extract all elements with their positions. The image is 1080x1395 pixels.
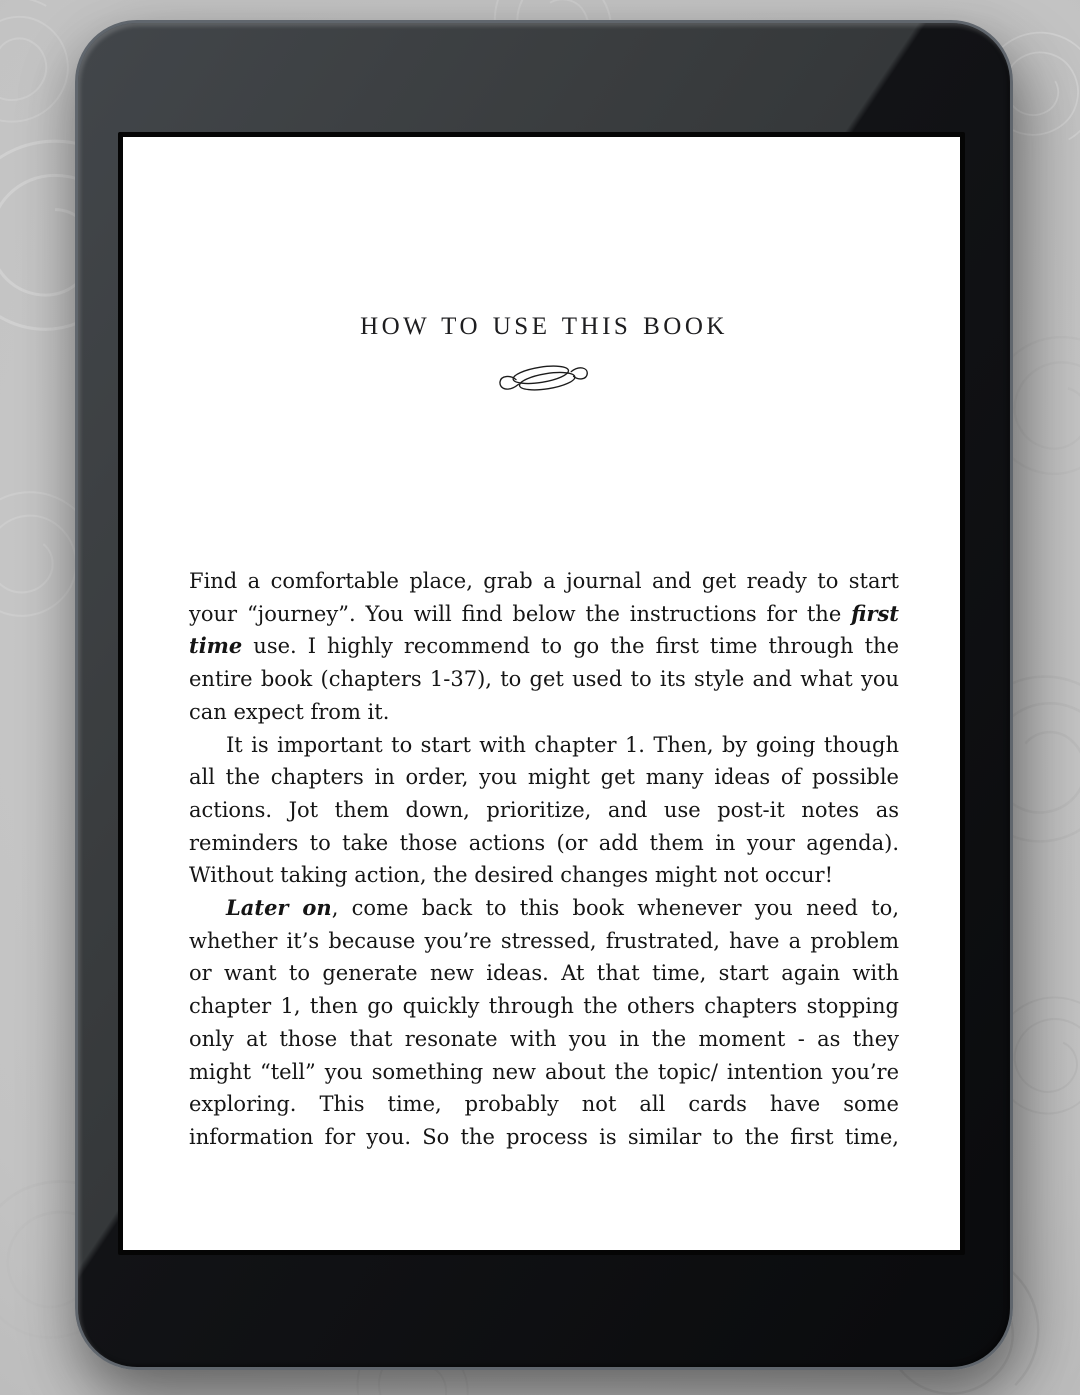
ereader-device: [75, 20, 1013, 1370]
paragraph-1-text: Find a comfortable place, grab a journal and get ready to start your “journey”. You will find below the instructions for the: [189, 569, 899, 626]
book-page: [123, 137, 960, 1250]
paragraph-1: [189, 565, 899, 729]
paragraph-3: [189, 892, 899, 1154]
page-title: HOW TO USE THIS BOOK: [360, 313, 728, 340]
paragraph-1-text-cont: use. I highly recommend to go the first time through the entire book (chapters 1-37), to get used to its style and what you can expect from it.: [189, 634, 899, 724]
paragraph-3-emphasis: Later on: [226, 895, 332, 921]
body-text: [189, 565, 899, 1154]
calligraphic-flourish-icon: [496, 355, 592, 401]
paragraph-2: [189, 729, 899, 893]
paragraph-3-text: , come back to this book whenever you need to, whether it’s because you’re stressed, frustrated, have a problem or want to generate new ideas. At that time, start again with chapter 1, then go quickly through the others chapters stopping only at those that resonate with you in the moment - as they might “tell” you something new about the topic/ intention you’re exploring. This time, probably not all cards have some information for you. So the process is similar to the first time,: [189, 896, 899, 1149]
ereader-screen[interactable]: [118, 132, 965, 1255]
paragraph-1-emphasis: first time: [189, 600, 899, 659]
paragraph-2-text: It is important to start with chapter 1. Then, by going though all the chapters in order, you might get many ideas of possible actions. Jot them down, prioritize, and use post-it notes as reminders to take those actions (or add them in your agenda). Without taking action, the desired changes might not occur!: [189, 732, 899, 888]
